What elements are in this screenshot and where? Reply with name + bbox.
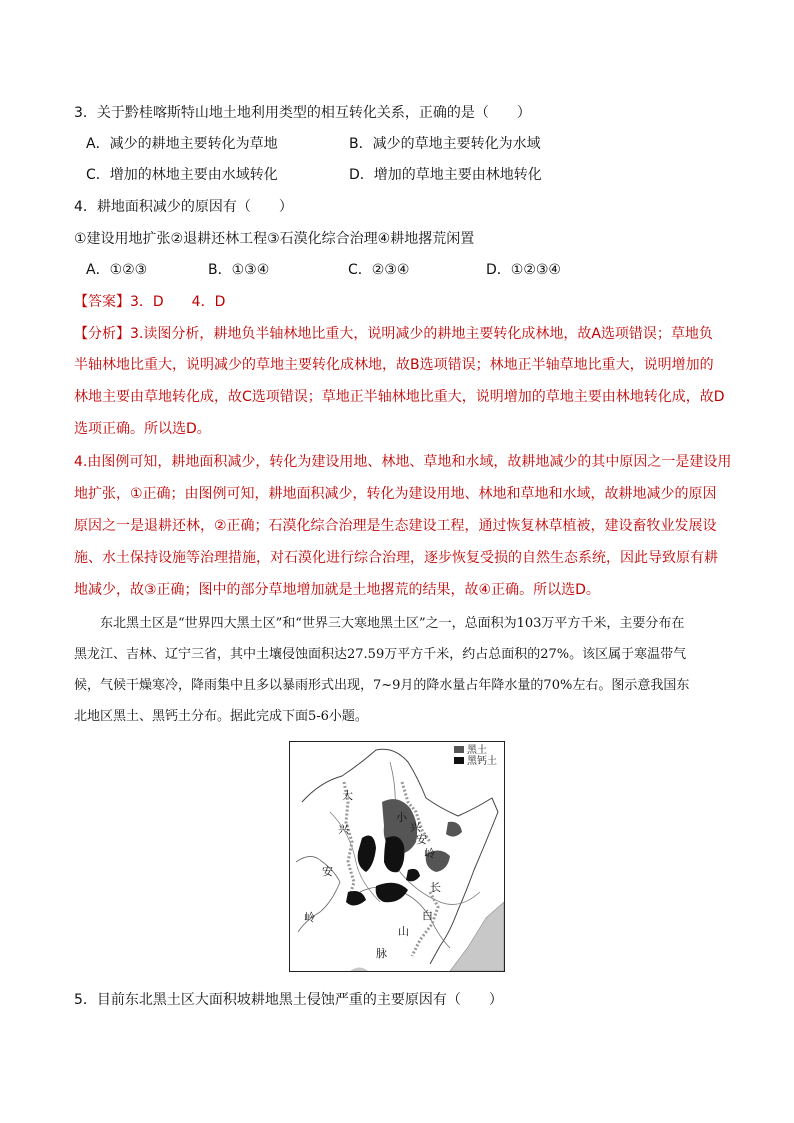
q3-option-d[interactable]: D．增加的草地主要由林地转化 [349, 167, 542, 183]
answer-text: 3．D 4．D [130, 294, 226, 310]
label-an2: 安 [416, 833, 427, 846]
q3-stem: 3．关于黔桂喀斯特山地土地利用类型的相互转化关系，正确的是（ ） [74, 105, 531, 121]
label-da: 大 [342, 789, 353, 802]
passage-line-1: 东北黑土区是“世界四大黑土区”和“世界三大寒地黑土区”之一，总面积为103万平方千米，主要分布在 [100, 616, 685, 631]
q4-stem: 4．耕地面积减少的原因有（ ） [74, 199, 293, 215]
q4-option-a[interactable]: A．①②③ [86, 262, 148, 278]
passage-line-3: 候，气候干燥寒冷，降雨集中且多以暴雨形式出现，7~9月的降水量占年降水量的70%左右。图示意我国东 [74, 678, 690, 693]
q3-option-b[interactable]: B．减少的草地主要转化为水域 [349, 136, 541, 152]
q4-option-c[interactable]: C．②③④ [348, 262, 410, 278]
label-ling2: 岭 [424, 847, 435, 860]
label-xing2: 兴 [410, 821, 421, 834]
q3-option-c[interactable]: C．增加的林地主要由水域转化 [86, 167, 278, 183]
label-an1: 安 [322, 865, 333, 878]
analysis-line-6: 地扩张，①正确；由图例可知，耕地面积减少，转化为建设用地、林地和草地和水域，故耕地减少的原因 [74, 486, 717, 502]
analysis-tag: 【分析】 [74, 326, 130, 342]
province-border-west [296, 856, 340, 932]
label-xing1: 兴 [338, 823, 349, 836]
chernozem-patch-3 [376, 883, 408, 902]
analysis-line-4: 选项正确。所以选D。 [74, 421, 211, 437]
label-xiao: 小 [396, 811, 407, 824]
analysis-line-2: 半轴林地比重大，说明减少的草地主要转化成林地，故B选项错误；林地正半轴草地比重大，说明增加的 [74, 357, 714, 373]
black-soil-patch-3 [446, 822, 462, 837]
northeast-soil-map [289, 741, 505, 972]
bay-area [350, 968, 368, 972]
answer-tag: 【答案】 [74, 294, 130, 310]
passage-line-4: 北地区黑土、黑钙土分布。据此完成下面5-6小题。 [74, 709, 368, 724]
legend-label-black-soil: 黑土 [467, 745, 487, 756]
analysis-line-7: 原因之一是退耕还林，②正确；石漠化综合治理是生态建设工程，通过恢复林草植被，建设畜牧业发展设 [74, 518, 717, 534]
label-mai: 脉 [376, 947, 387, 960]
analysis-text-1: 3.读图分析，耕地负半轴林地比重大，说明减少的耕地主要转化成林地，故A选项错误；草地负 [130, 326, 713, 342]
chernozem-patch-2 [384, 836, 404, 872]
q4-items: ①建设用地扩张②退耕还林工程③石漠化综合治理④耕地撂荒闲置 [74, 231, 475, 247]
label-chang: 长 [430, 881, 441, 894]
label-shan: 山 [398, 925, 409, 938]
chernozem-patch-4 [346, 891, 366, 906]
passage-line-2: 黑龙江、吉林、辽宁三省，其中土壤侵蚀面积达27.59万平方千米，约占总面积的27%。该区属于寒温带气 [74, 647, 687, 662]
answer-line [74, 292, 225, 312]
q5-stem: 5．目前东北黑土区大面积坡耕地黑土侵蚀严重的主要原因有（ ） [74, 992, 503, 1008]
analysis-line-3: 林地主要由草地转化成，故C选项错误；草地正半轴林地比重大，说明增加的草地主要由林地转化成，故D [74, 389, 725, 405]
analysis-line-1 [74, 324, 713, 344]
analysis-line-9: 地减少，故③正确；图中的部分草地增加就是土地撂荒的结果，故④正确。所以选D。 [74, 582, 600, 598]
chernozem-patch-5 [406, 869, 420, 881]
legend-swatch-black-soil [454, 746, 464, 753]
label-bai: 白 [422, 909, 433, 922]
q4-option-b[interactable]: B．①③④ [208, 262, 270, 278]
changbai-range [412, 892, 438, 956]
analysis-line-8: 施、水土保持设施等治理措施，对石漠化进行综合治理，逐步恢复受损的自然生态系统，因此导致原有耕 [74, 550, 718, 566]
legend-swatch-chernozem [454, 757, 464, 764]
chernozem-patch-1 [358, 836, 376, 872]
q4-option-d[interactable]: D．①②③④ [486, 262, 561, 278]
legend-label-chernozem: 黑钙土 [467, 756, 497, 767]
map-svg [290, 742, 504, 971]
province-border-south [360, 887, 450, 948]
analysis-line-5: 4.由图例可知，耕地面积减少，转化为建设用地、林地、草地和水域，故耕地减少的其中原因之一是建设用 [74, 454, 732, 470]
q3-option-a[interactable]: A．减少的耕地主要转化为草地 [86, 136, 278, 152]
label-ling1: 岭 [304, 911, 315, 924]
sea-area [450, 902, 504, 971]
